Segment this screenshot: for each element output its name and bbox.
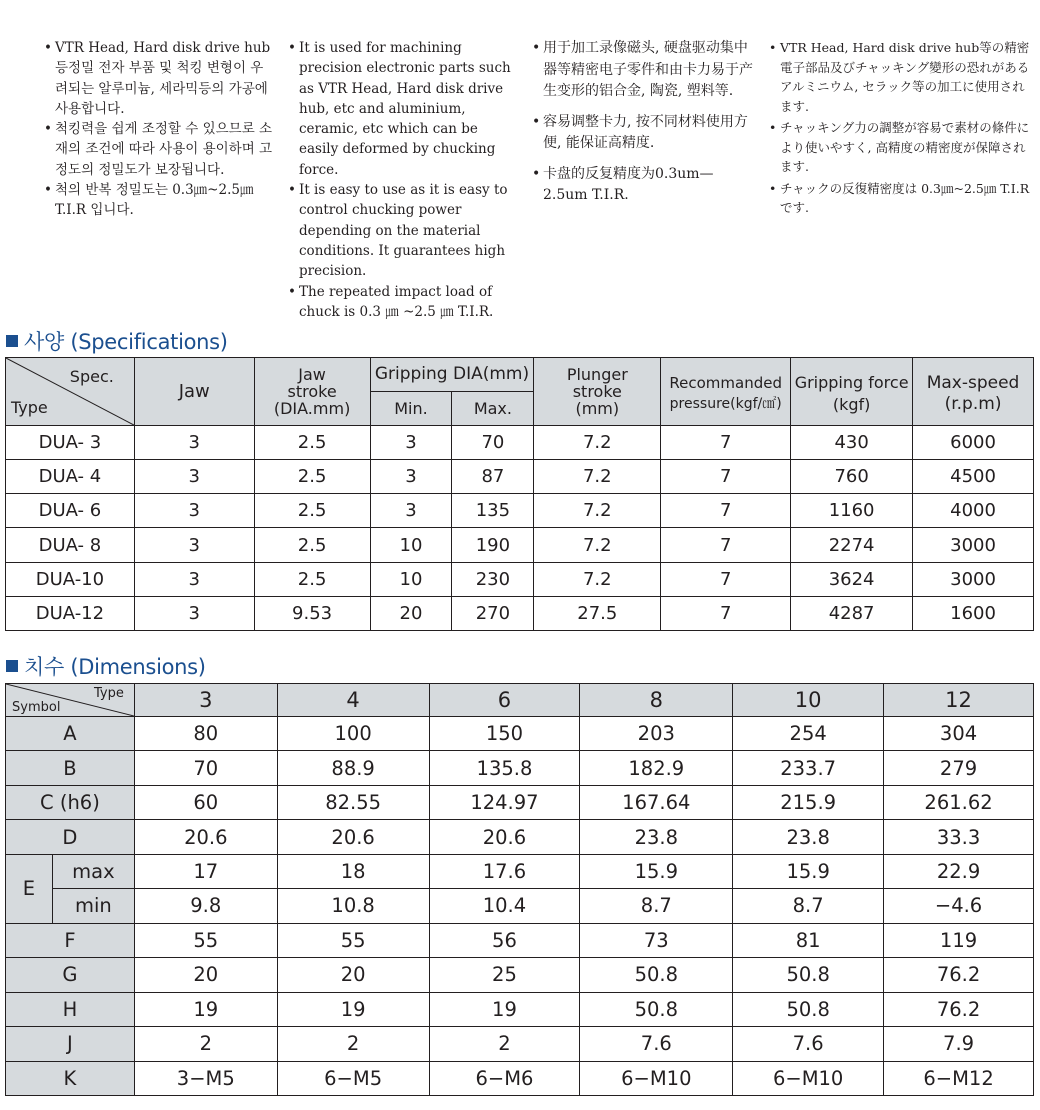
- spec-cell: 2.5: [254, 460, 370, 494]
- spec-cell: 430: [791, 426, 913, 460]
- dim-value-cell: 8.7: [580, 889, 733, 923]
- dim-value-cell: 76.2: [884, 992, 1034, 1026]
- spec-type-cell: DUA- 4: [6, 460, 135, 494]
- header-gripping-dia: Gripping DIA(mm): [370, 358, 534, 392]
- spec-cell: 7: [661, 596, 791, 630]
- spec-cell: 9.53: [254, 596, 370, 630]
- dim-value-cell: 7.6: [580, 1027, 733, 1061]
- intro-english: [288, 38, 520, 322]
- header-line: Jaw: [298, 365, 326, 384]
- spec-cell: 270: [452, 596, 534, 630]
- dim-type-header: 12: [884, 684, 1034, 717]
- dim-value-cell: 20.6: [429, 820, 580, 854]
- spec-cell: 3: [134, 596, 254, 630]
- header-line: (r.p.m): [944, 394, 1002, 414]
- dim-value-cell: 60: [134, 785, 277, 819]
- spec-row: [6, 596, 1034, 630]
- dim-title-text: 치수 (Dimensions): [24, 655, 206, 679]
- dim-value-cell: 76.2: [884, 958, 1034, 992]
- dim-row: [6, 992, 1034, 1026]
- spec-cell: 20: [370, 596, 452, 630]
- intro-text: [44, 38, 1034, 320]
- dim-value-cell: 33.3: [884, 820, 1034, 854]
- spec-cell: 3: [134, 528, 254, 562]
- spec-cell: 135: [452, 494, 534, 528]
- dim-row: [6, 958, 1034, 992]
- spec-cell: 7: [661, 494, 791, 528]
- spec-row: [6, 528, 1034, 562]
- header-line: pressure(kgf/㎠): [669, 396, 782, 412]
- dim-value-cell: 9.8: [134, 889, 277, 923]
- header-jaw: Jaw: [134, 358, 254, 426]
- header-line: Plunger: [566, 365, 628, 384]
- dim-value-cell: 261.62: [884, 785, 1034, 819]
- intro-en-item: • It is used for machining precision electronic parts such as VTR Head, Hard disk drive hub, etc and aluminium, ceramic, etc which can be easily deformed by chucking force.: [288, 38, 520, 180]
- dim-row: [6, 717, 1034, 751]
- dim-row: [6, 820, 1034, 854]
- dim-value-cell: 23.8: [733, 820, 884, 854]
- dim-value-cell: 10.4: [429, 889, 580, 923]
- spec-cell: 7: [661, 562, 791, 596]
- spec-type-cell: DUA- 8: [6, 528, 135, 562]
- intro-chinese: [532, 38, 757, 216]
- header-line: stroke: [287, 382, 337, 401]
- header-line: Max-speed: [926, 373, 1020, 393]
- header-line: stroke: [572, 382, 622, 401]
- intro-zh-item: • 卡盘的反复精度为0.3um—2.5um T.I.R.: [532, 164, 757, 207]
- dim-value-cell: 81: [733, 923, 884, 957]
- dim-value-cell: 2: [277, 1027, 429, 1061]
- specifications-table: [5, 357, 1034, 631]
- dim-symbol-cell: E: [6, 854, 53, 923]
- dim-value-cell: 8.7: [733, 889, 884, 923]
- spec-row: [6, 426, 1034, 460]
- spec-section-title: [6, 326, 228, 356]
- dim-value-cell: 10.8: [277, 889, 429, 923]
- spec-cell: 3: [134, 426, 254, 460]
- intro-en-item: • The repeated impact load of chuck is 0.3 ㎛ ~2.5 ㎛ T.I.R.: [288, 282, 520, 323]
- dim-value-cell: 25: [429, 958, 580, 992]
- spec-cell: 3: [134, 460, 254, 494]
- dim-value-cell: 50.8: [733, 958, 884, 992]
- dim-value-cell: 80: [134, 717, 277, 751]
- dim-value-cell: 17: [134, 854, 277, 888]
- spec-cell: 10: [370, 562, 452, 596]
- dim-value-cell: 55: [277, 923, 429, 957]
- spec-cell: 7: [661, 460, 791, 494]
- dim-value-cell: 6−M10: [580, 1061, 733, 1095]
- dim-value-cell: 7.9: [884, 1027, 1034, 1061]
- spec-type-cell: DUA- 6: [6, 494, 135, 528]
- square-bullet-icon: [6, 335, 18, 347]
- intro-ja-item: • チャックの反復精密度は 0.3㎛~2.5㎛ T.I.Rです.: [769, 179, 1034, 218]
- spec-row: [6, 494, 1034, 528]
- header-line: (kgf): [832, 395, 871, 414]
- spec-cell: 3: [134, 494, 254, 528]
- spec-cell: 6000: [913, 426, 1034, 460]
- intro-en-item: • It is easy to use as it is easy to control chucking power depending on the material conditions. It guarantees high precision.: [288, 180, 520, 281]
- dim-value-cell: 6−M10: [733, 1061, 884, 1095]
- dim-corner-header: [6, 684, 135, 717]
- spec-cell: 1160: [791, 494, 913, 528]
- header-min: Min.: [370, 392, 452, 426]
- dim-value-cell: 15.9: [580, 854, 733, 888]
- dim-value-cell: 304: [884, 717, 1034, 751]
- dim-value-cell: 2: [134, 1027, 277, 1061]
- dim-corner-bottom: Symbol: [12, 700, 61, 715]
- dim-value-cell: 50.8: [733, 992, 884, 1026]
- header-max: Max.: [452, 392, 534, 426]
- spec-type-cell: DUA- 3: [6, 426, 135, 460]
- intro-ko-item: • VTR Head, Hard disk drive hub 등정밀 전자 부품 및 척킹 변형이 우려되는 알루미늄, 세라믹등의 가공에 사용합니다.: [44, 38, 276, 119]
- dim-symbol-cell: F: [6, 923, 135, 957]
- spec-cell: 4500: [913, 460, 1034, 494]
- dim-value-cell: 56: [429, 923, 580, 957]
- dim-value-cell: 119: [884, 923, 1034, 957]
- spec-cell: 190: [452, 528, 534, 562]
- intro-ja-item: • VTR Head, Hard disk drive hub等の精密電子部品及びチャッキング變形の恐れがあるアルミニウム, セラック等の加工に使用されます.: [769, 38, 1034, 116]
- dim-symbol-cell: K: [6, 1061, 135, 1095]
- spec-cell: 7: [661, 426, 791, 460]
- dim-value-cell: 20: [277, 958, 429, 992]
- spec-cell: 2.5: [254, 426, 370, 460]
- dim-type-header: 6: [429, 684, 580, 717]
- dim-subsymbol-cell: min: [52, 889, 134, 923]
- dim-value-cell: 19: [277, 992, 429, 1026]
- dim-symbol-cell: G: [6, 958, 135, 992]
- spec-cell: 7.2: [534, 460, 661, 494]
- dim-symbol-cell: H: [6, 992, 135, 1026]
- spec-table-body: [6, 426, 1034, 631]
- dim-value-cell: 6−M12: [884, 1061, 1034, 1095]
- dim-value-cell: 20.6: [277, 820, 429, 854]
- spec-cell: 3: [370, 494, 452, 528]
- spec-cell: 2.5: [254, 528, 370, 562]
- spec-type-cell: DUA-12: [6, 596, 135, 630]
- dim-value-cell: 6−M6: [429, 1061, 580, 1095]
- spec-cell: 3: [370, 460, 452, 494]
- dim-value-cell: 2: [429, 1027, 580, 1061]
- dim-row: [6, 785, 1034, 819]
- dim-symbol-cell: J: [6, 1027, 135, 1061]
- header-line: (DIA.mm): [273, 399, 351, 418]
- spec-cell: 3: [134, 562, 254, 596]
- header-line: Gripping force: [794, 373, 909, 392]
- dim-value-cell: 215.9: [733, 785, 884, 819]
- dim-row: [6, 854, 1034, 888]
- dim-row: [6, 1061, 1034, 1095]
- dim-value-cell: 23.8: [580, 820, 733, 854]
- spec-cell: 87: [452, 460, 534, 494]
- dim-section-title: [6, 651, 206, 681]
- dim-value-cell: 50.8: [580, 992, 733, 1026]
- dim-type-header: 4: [277, 684, 429, 717]
- dim-value-cell: 19: [429, 992, 580, 1026]
- spec-row: [6, 460, 1034, 494]
- dim-value-cell: 279: [884, 751, 1034, 785]
- header-line: (mm): [575, 399, 620, 418]
- header-line: Recommanded: [669, 374, 782, 392]
- dim-value-cell: 15.9: [733, 854, 884, 888]
- spec-cell: 2.5: [254, 494, 370, 528]
- spec-corner-header: [6, 358, 135, 426]
- spec-cell: 760: [791, 460, 913, 494]
- spec-cell: 7: [661, 528, 791, 562]
- dim-subsymbol-cell: max: [52, 854, 134, 888]
- dim-value-cell: 22.9: [884, 854, 1034, 888]
- intro-korean: [44, 38, 276, 221]
- dim-type-header: 10: [733, 684, 884, 717]
- header-jaw-stroke: [254, 358, 370, 426]
- dim-type-header: 8: [580, 684, 733, 717]
- dim-value-cell: 20: [134, 958, 277, 992]
- dim-value-cell: 150: [429, 717, 580, 751]
- spec-cell: 4287: [791, 596, 913, 630]
- dim-value-cell: 55: [134, 923, 277, 957]
- intro-ko-item: • 척킹력을 쉽게 조정할 수 있으므로 소재의 조건에 따라 사용이 용이하며 고 정도의 정밀도가 보장됩니다.: [44, 119, 276, 180]
- spec-cell: 230: [452, 562, 534, 596]
- dim-value-cell: 6−M5: [277, 1061, 429, 1095]
- square-bullet-icon: [6, 660, 18, 672]
- intro-ja-item: • チャッキング力の調整が容易で素材の條件により使いやすく, 高精度の精密度が保障されます.: [769, 118, 1034, 177]
- intro-zh-item: • 用于加工录像磁头, 硬盘驱动集中器等精密电子零件和由卡力易于产生变形的铝合金, 陶瓷, 塑料等.: [532, 38, 757, 103]
- spec-title-text: 사양 (Specifications): [24, 330, 228, 354]
- dim-value-cell: 203: [580, 717, 733, 751]
- dim-value-cell: 100: [277, 717, 429, 751]
- dim-value-cell: 3−M5: [134, 1061, 277, 1095]
- dim-symbol-cell: D: [6, 820, 135, 854]
- spec-cell: 3624: [791, 562, 913, 596]
- dim-value-cell: 17.6: [429, 854, 580, 888]
- dim-row: [6, 751, 1034, 785]
- dim-symbol-cell: A: [6, 717, 135, 751]
- header-gripping-force: [791, 358, 913, 426]
- intro-zh-item: • 容易调整卡力, 按不同材料使用方便, 能保证高精度.: [532, 112, 757, 155]
- dim-value-cell: 254: [733, 717, 884, 751]
- spec-type-cell: DUA-10: [6, 562, 135, 596]
- dim-value-cell: 135.8: [429, 751, 580, 785]
- dim-value-cell: 70: [134, 751, 277, 785]
- spec-cell: 10: [370, 528, 452, 562]
- spec-cell: 1600: [913, 596, 1034, 630]
- spec-cell: 2274: [791, 528, 913, 562]
- dim-value-cell: 88.9: [277, 751, 429, 785]
- dim-value-cell: 233.7: [733, 751, 884, 785]
- dim-value-cell: 124.97: [429, 785, 580, 819]
- dim-row: [6, 923, 1034, 957]
- dim-value-cell: 182.9: [580, 751, 733, 785]
- dim-value-cell: −4.6: [884, 889, 1034, 923]
- dim-symbol-cell: C (h6): [6, 785, 135, 819]
- spec-corner-top: Spec.: [69, 367, 114, 386]
- spec-cell: 2.5: [254, 562, 370, 596]
- header-max-speed: [913, 358, 1034, 426]
- dim-row: [6, 889, 1034, 923]
- spec-cell: 7.2: [534, 494, 661, 528]
- dim-table-body: [6, 717, 1034, 1096]
- header-pressure: [661, 358, 791, 426]
- header-plunger-stroke: [534, 358, 661, 426]
- dim-row: [6, 1027, 1034, 1061]
- dim-corner-top: Type: [94, 686, 124, 701]
- dim-symbol-cell: B: [6, 751, 135, 785]
- spec-cell: 3: [370, 426, 452, 460]
- spec-cell: 3000: [913, 562, 1034, 596]
- spec-cell: 3000: [913, 528, 1034, 562]
- spec-cell: 70: [452, 426, 534, 460]
- dim-value-cell: 18: [277, 854, 429, 888]
- dim-value-cell: 50.8: [580, 958, 733, 992]
- spec-cell: 7.2: [534, 528, 661, 562]
- intro-japanese: [769, 38, 1034, 220]
- dim-type-header: 3: [134, 684, 277, 717]
- dim-value-cell: 82.55: [277, 785, 429, 819]
- spec-cell: 7.2: [534, 562, 661, 596]
- spec-cell: 4000: [913, 494, 1034, 528]
- dim-value-cell: 73: [580, 923, 733, 957]
- spec-corner-bottom: Type: [11, 398, 48, 417]
- spec-cell: 7.2: [534, 426, 661, 460]
- dim-value-cell: 167.64: [580, 785, 733, 819]
- dim-value-cell: 20.6: [134, 820, 277, 854]
- dim-value-cell: 7.6: [733, 1027, 884, 1061]
- spec-cell: 27.5: [534, 596, 661, 630]
- dimensions-table: [5, 683, 1034, 1096]
- spec-row: [6, 562, 1034, 596]
- dim-value-cell: 19: [134, 992, 277, 1026]
- intro-ko-item: • 척의 반복 정밀도는 0.3㎛~2.5㎛ T.I.R 입니다.: [44, 180, 276, 221]
